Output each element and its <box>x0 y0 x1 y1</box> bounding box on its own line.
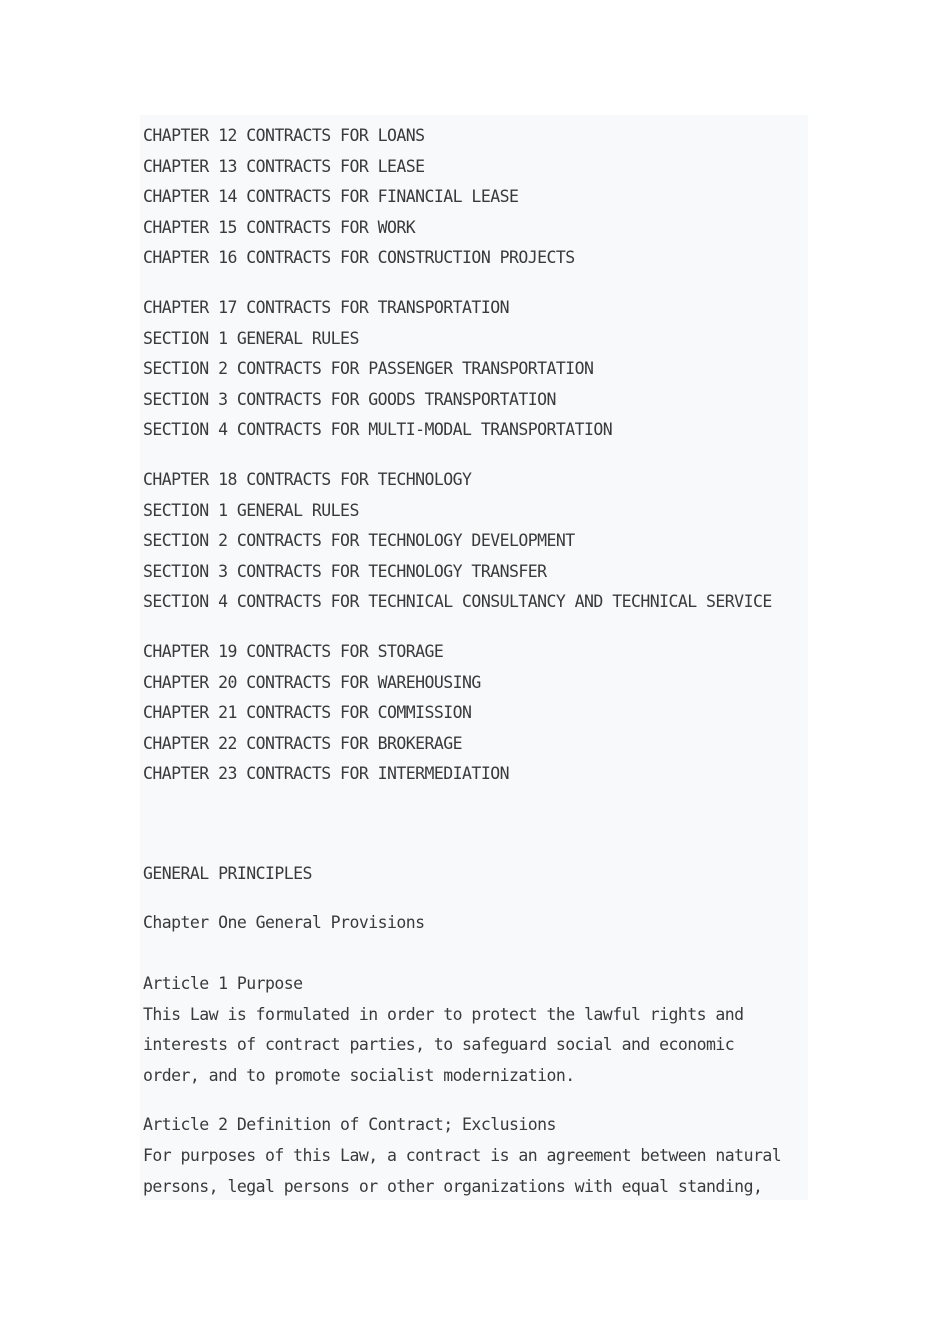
article-1 <box>143 969 808 1091</box>
toc-entry: SECTION 3 CONTRACTS FOR TECHNOLOGY TRANSFER <box>143 561 547 581</box>
document-body <box>143 121 808 1202</box>
toc-entry: CHAPTER 19 CONTRACTS FOR STORAGE <box>143 641 444 661</box>
toc-group-4 <box>143 637 808 790</box>
toc-entry: SECTION 2 CONTRACTS FOR TECHNOLOGY DEVELOPMENT <box>143 531 575 551</box>
toc-entry: SECTION 2 CONTRACTS FOR PASSENGER TRANSPORTATION <box>143 359 594 379</box>
toc-entry: CHAPTER 12 CONTRACTS FOR LOANS <box>143 126 425 145</box>
article-heading: Article 2 Definition of Contract; Exclusions <box>143 1115 556 1135</box>
toc-entry: CHAPTER 21 CONTRACTS FOR COMMISSION <box>143 703 472 723</box>
toc-entry: CHAPTER 13 CONTRACTS FOR LEASE <box>143 156 425 176</box>
toc-entry: CHAPTER 15 CONTRACTS FOR WORK <box>143 217 416 237</box>
article-text-line: order, and to promote socialist modernization. <box>143 1065 575 1085</box>
toc-entry: SECTION 1 GENERAL RULES <box>143 500 359 520</box>
article-text-line: persons, legal persons or other organizations with equal standing, <box>143 1176 763 1196</box>
article-text-line: interests of contract parties, to safeguard social and economic <box>143 1035 735 1055</box>
article-text-line: This Law is formulated in order to protect the lawful rights and <box>143 1004 744 1024</box>
toc-group-3 <box>143 465 808 618</box>
toc-entry: CHAPTER 17 CONTRACTS FOR TRANSPORTATION <box>143 297 509 317</box>
toc-entry: SECTION 1 GENERAL RULES <box>143 328 359 348</box>
toc-group-1 <box>143 121 808 274</box>
article-2 <box>143 1110 808 1202</box>
toc-entry: CHAPTER 20 CONTRACTS FOR WAREHOUSING <box>143 672 481 692</box>
toc-group-2 <box>143 293 808 446</box>
article-heading: Article 1 Purpose <box>143 974 303 994</box>
toc-entry: CHAPTER 22 CONTRACTS FOR BROKERAGE <box>143 733 463 753</box>
toc-entry: CHAPTER 23 CONTRACTS FOR INTERMEDIATION <box>143 764 509 784</box>
toc-entry: CHAPTER 14 CONTRACTS FOR FINANCIAL LEASE <box>143 187 519 207</box>
toc-entry: SECTION 4 CONTRACTS FOR MULTI-MODAL TRANSPORTATION <box>143 420 613 440</box>
toc-entry: SECTION 3 CONTRACTS FOR GOODS TRANSPORTATION <box>143 389 556 409</box>
toc-entry: CHAPTER 18 CONTRACTS FOR TECHNOLOGY <box>143 469 472 489</box>
article-text-line: For purposes of this Law, a contract is an agreement between natural <box>143 1146 782 1166</box>
chapter-title: Chapter One General Provisions <box>143 913 425 933</box>
toc-entry: CHAPTER 16 CONTRACTS FOR CONSTRUCTION PROJECTS <box>143 248 575 268</box>
toc-entry: SECTION 4 CONTRACTS FOR TECHNICAL CONSULTANCY AND TECHNICAL SERVICE <box>143 592 772 612</box>
part-title: GENERAL PRINCIPLES <box>143 863 312 883</box>
